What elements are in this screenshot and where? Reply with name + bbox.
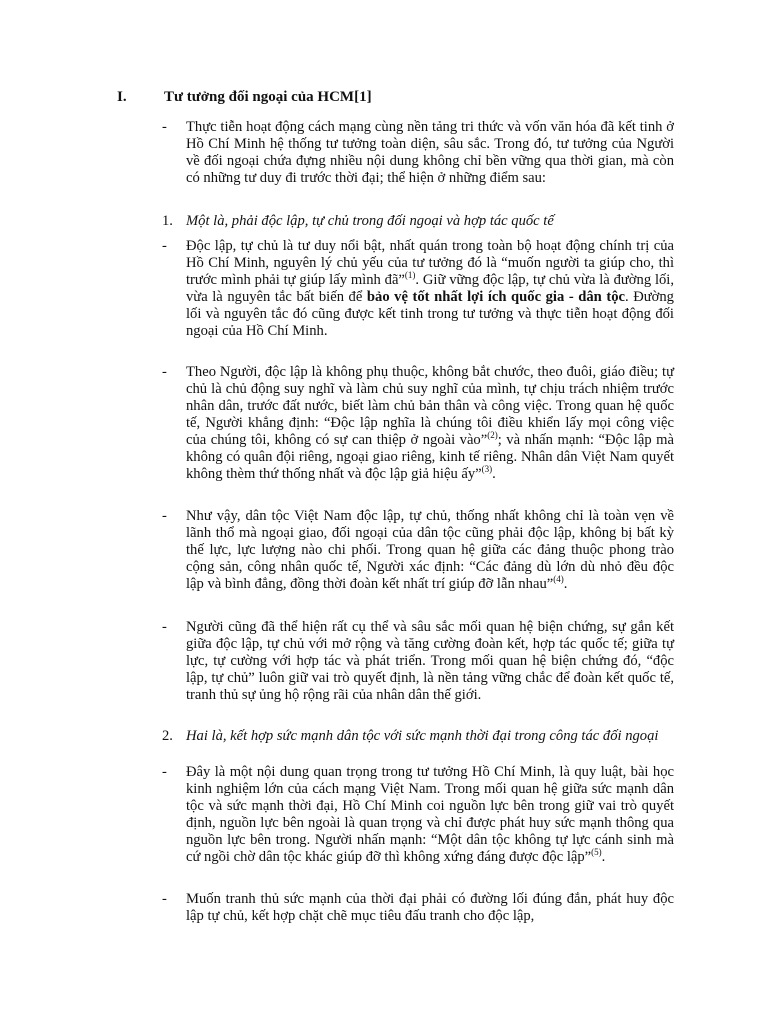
paragraph-s1-1 (162, 238, 674, 340)
emphasis-text: bảo vệ tốt nhất lợi ích quốc gia - dân tộc (366, 289, 625, 305)
bullet-dash: - (162, 508, 167, 524)
subsection-title-text: Một là, phải độc lập, tự chủ trong đối ngoại và hợp tác quốc tế (186, 213, 554, 229)
footnote-ref: (2) (487, 430, 498, 441)
text-run: Như vậy, dân tộc Việt Nam độc lập, tự chủ, thống nhất không chỉ là toàn vẹn về lãnh thổ mà ngoại giao, đối ngoại của dân tộc cũng phải độc lập, không bị bất kỳ thế lực, lực lượng nào chi phối. Trong quan hệ giữa các đảng thuộc phong trào cộng sản, công nhân quốc tế, Người xác định: “Các đảng dù lớn dù nhỏ đều độc lập và bình đẳng, đồng thời đoàn kết nhất trí giúp đỡ lẫn nhau” (186, 508, 674, 592)
paragraph-s1-3 (162, 508, 674, 593)
subsection-2-title (162, 728, 674, 745)
text-run: . (601, 849, 606, 865)
text-run: Độc lập, tự chủ là tư duy nổi bật, nhất quán trong toàn bộ hoạt động chính trị của Hồ Chí Minh, nguyên lý chủ yếu của tư tưởng đó là “muốn người ta giúp cho, thì trước mình phải tự giúp lấy mình đã” (186, 238, 674, 288)
footnote-ref: (1) (404, 270, 416, 281)
paragraph-s1-4 (162, 619, 674, 704)
text-run: . (563, 576, 568, 592)
intro-paragraph (162, 119, 674, 187)
paragraph-s1-2 (162, 364, 674, 483)
intro-text: Thực tiễn hoạt động cách mạng cùng nền tảng tri thức và vốn văn hóa đã kết tinh ở Hồ Chí Minh hệ thống tư tưởng toàn diện, sâu sắc. Trong đó, tư tưởng của Người về đối ngoại chứa đựng nhiều nội dung không chỉ bền vững qua thời gian, mà còn có những tư duy đi trước thời đại; thể hiện ở những điểm sau: (186, 119, 674, 186)
bullet-dash: - (162, 619, 167, 635)
subsection-title-text: Hai là, kết hợp sức mạnh dân tộc với sức mạnh thời đại trong công tác đối ngoại (186, 728, 659, 744)
text-run: . (492, 466, 496, 482)
bullet-dash: - (162, 238, 167, 254)
heading-roman-numeral: I. (117, 89, 127, 105)
bullet-dash: - (162, 364, 167, 380)
paragraph-s2-1 (162, 764, 674, 866)
text-run: Theo Người, độc lập là không phụ thuộc, không bắt chước, theo đuôi, giáo điều; tự chủ là chủ động suy nghĩ và làm chủ suy nghĩ của mình, tự chịu trách nhiệm trước nhân dân, trước đất nước, biết làm chủ bản thân và công việc. Trong quan hệ quốc tế, Người khẳng định: “Độc lập nghĩa là chúng tôi điều khiển lấy mọi công việc của chúng tôi, không có sự can thiệp ở ngoài vào” (186, 364, 674, 448)
footnote-ref: (4) (553, 574, 564, 585)
bullet-dash: - (162, 119, 167, 135)
text-run: . Giữ vững độc lập, tự chủ vừa là đường lối, vừa là nguyên tắc bất biến để (186, 272, 674, 305)
subsection-1-title (162, 213, 674, 230)
subsection-number: 1. (162, 213, 173, 229)
subsection-number: 2. (162, 728, 173, 744)
text-run: Đây là một nội dung quan trọng trong tư tưởng Hồ Chí Minh, là quy luật, bài học kinh nghiệm lớn của cách mạng Việt Nam. Trong mối quan hệ giữa sức mạnh dân tộc và sức mạnh thời đại, Hồ Chí Minh coi nguồn lực bên trong giữ vai trò quyết định, nguồn lực bên ngoài là quan trọng và chỉ được phát huy sức mạnh thông qua nguồn lực bên trong. Người nhấn mạnh: “Một dân tộc không tự lực cánh sinh mà cứ ngồi chờ dân tộc khác giúp đỡ thì không xứng đáng được độc lập” (186, 764, 674, 865)
footnote-ref: (5) (591, 847, 602, 858)
heading-title: Tư tưởng đối ngoại của HCM[1] (164, 89, 372, 105)
paragraph-text: Người cũng đã thể hiện rất cụ thể và sâu sắc mối quan hệ biện chứng, sự gắn kết giữa độc lập, tự chủ với mở rộng và tăng cường đoàn kết, hợp tác quốc tế; giữa tự lực, tự cường với hợp tác và phát triển. Trong mối quan hệ biện chứng đó, “độc lập, tự chủ” luôn giữ vai trò quyết định, là nền tảng vững chắc để đoàn kết quốc tế, tranh thủ sự ủng hộ rộng rãi của nhân dân thế giới. (186, 619, 674, 703)
section-heading (117, 89, 677, 106)
paragraph-text: Muốn tranh thủ sức mạnh của thời đại phải có đường lối đúng đắn, phát huy độc lập tự chủ, kết hợp chặt chẽ mục tiêu đấu tranh cho độc lập, (186, 891, 674, 924)
bullet-dash: - (162, 764, 167, 780)
text-run: ; và nhấn mạnh: “Độc lập mà không có quân đội riêng, ngoại giao riêng, kinh tế riêng. Nhân dân Việt Nam quyết không thèm thứ thống nhất và độc lập giả hiệu ấy” (186, 432, 674, 482)
paragraph-s2-2 (162, 891, 674, 925)
bullet-dash: - (162, 891, 167, 907)
footnote-ref: (3) (481, 464, 493, 475)
text-run: . Đường lối và nguyên tắc đó cũng được kết tinh trong tư tưởng và thực tiễn hoạt động đối ngoại của Hồ Chí Minh. (186, 289, 674, 339)
